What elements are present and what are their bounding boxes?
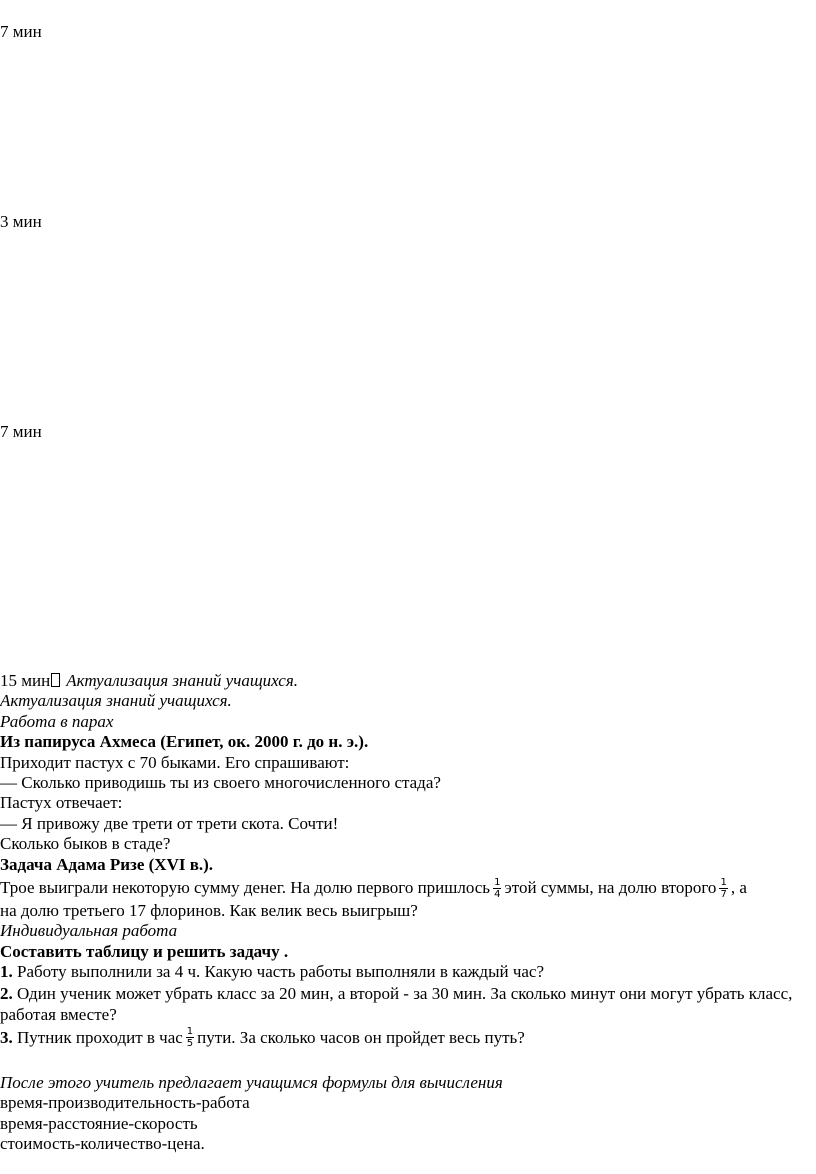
time-label-1: 7 мин <box>0 22 42 41</box>
riese-title: Задача Адама Ризе (XVI в.). <box>0 854 214 874</box>
time-label-3: 7 мин <box>0 422 42 441</box>
task-number: 3. <box>0 1027 13 1047</box>
task-number: 2. <box>0 983 13 1003</box>
table-task-heading: Составить таблицу и решить задачу . <box>0 941 289 961</box>
stage-heading-repeat: Актуализация знаний учащихся. <box>0 691 232 711</box>
formula-line: время-производительность-работа <box>0 1093 250 1113</box>
ahmes-line: Сколько быков в стаде? <box>0 834 171 854</box>
spacer <box>0 1051 816 1073</box>
task-text: Работу выполнили за 4 ч. Какую часть работы выполняли в каждый час? <box>17 962 545 982</box>
ahmes-title: Из папируса Ахмеса (Египет, ок. 2000 г. до н. э.). <box>0 732 369 752</box>
riese-text-line1 <box>0 875 816 901</box>
riese-text-part: Трое выиграли некоторую сумму денег. На долю первого пришлось <box>0 878 491 898</box>
formula-line: стоимость-количество-цена. <box>0 1133 205 1153</box>
individual-work-heading: Индивидуальная работа <box>0 921 178 941</box>
time-label-4: 15 мин <box>0 671 51 690</box>
fraction-one-seventh: $\frac{1}{7}$ <box>720 876 727 900</box>
task-2 <box>0 983 810 1025</box>
ahmes-line: — Я привожу две трети от трети скота. Сочти! <box>0 813 339 833</box>
riese-text-part: этой суммы, на долю второго <box>504 878 717 898</box>
task-text: пути. За сколько часов он пройдет весь путь? <box>197 1027 525 1047</box>
stage-heading: Актуализация знаний учащихся. <box>66 671 298 690</box>
task-number: 1. <box>0 962 13 982</box>
after-note: После этого учитель предлагает учащимся формулы для вычисления <box>0 1072 503 1092</box>
task-1 <box>0 962 816 982</box>
ahmes-line: Пастух отвечает: <box>0 793 123 813</box>
lesson-content <box>0 671 816 1154</box>
riese-text-part: , а <box>730 878 747 898</box>
riese-text-line2: на долю третьего 17 флоринов. Как велик весь выигрыш? <box>0 901 418 921</box>
stage-row <box>0 671 816 691</box>
missing-glyph-icon <box>51 673 60 687</box>
fraction-one-fifth: $\frac{1}{5}$ <box>186 1026 194 1050</box>
formula-line: время-расстояние-скорость <box>0 1113 198 1133</box>
task-text: Один ученик может убрать класс за 20 мин, а второй - за 30 мин. За сколько минут они могут убрать класс, работая вместе? <box>0 983 793 1024</box>
task-3 <box>0 1025 816 1051</box>
time-label-2: 3 мин <box>0 212 42 231</box>
fraction-one-fourth: $\frac{1}{4}$ <box>494 876 501 900</box>
ahmes-line: — Сколько приводишь ты из своего многочисленного стада? <box>0 773 441 793</box>
pair-work-heading: Работа в парах <box>0 711 114 731</box>
task-text: Путник проходит в час <box>17 1027 183 1047</box>
ahmes-line: Приходит пастух с 70 быками. Его спрашивают: <box>0 752 350 772</box>
